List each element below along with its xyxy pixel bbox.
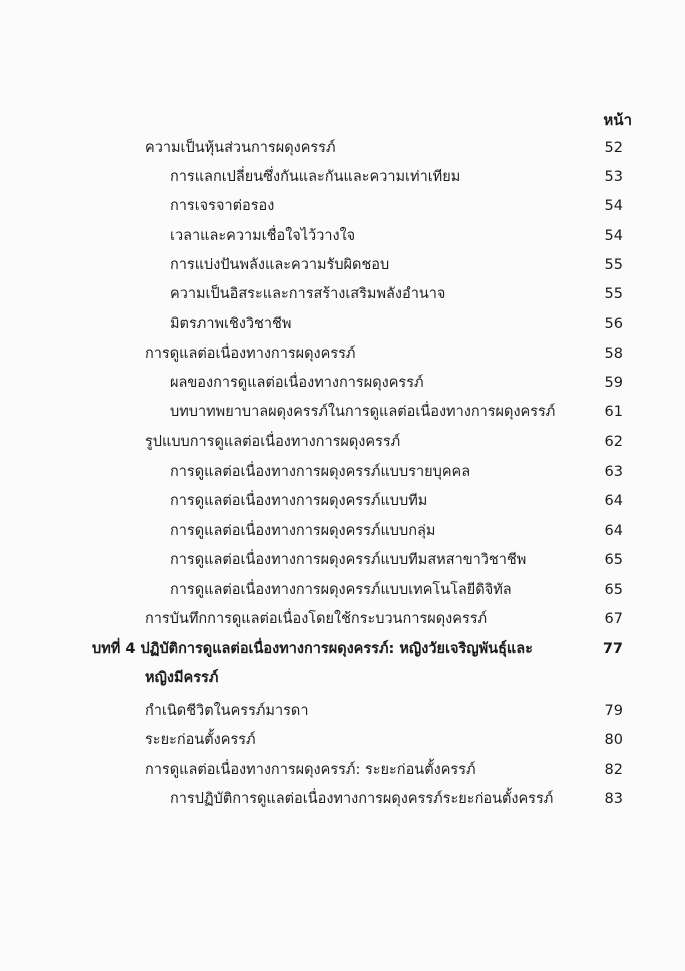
toc-entry-title: การดูแลต่อเนื่องทางการผดุงครรภ์แบบรายบุคคล <box>170 464 471 480</box>
toc-entry-title: การดูแลต่อเนื่องทางการผดุงครรภ์แบบทีมสหสาขาวิชาชีพ <box>170 552 527 568</box>
toc-entry-page: 62 <box>604 434 623 450</box>
toc-entry-title: การบันทึกการดูแลต่อเนื่องโดยใช้กระบวนการผดุงครรภ์ <box>145 611 488 627</box>
toc-entry-page: 79 <box>604 703 623 719</box>
toc-entry <box>0 369 685 397</box>
toc-entry <box>0 251 685 279</box>
toc-entry <box>0 280 685 308</box>
toc-entry-title: เวลาและความเชื่อใจไว้วางใจ <box>170 228 356 244</box>
toc-entry-title: ระยะก่อนตั้งครรภ์ <box>145 732 256 748</box>
toc-entry-page: 83 <box>604 791 623 807</box>
chapter-title-continuation: หญิงมีครรภ์ <box>145 670 219 686</box>
toc-entry-title: การเจรจาต่อรอง <box>170 198 275 214</box>
toc-entry <box>0 192 685 220</box>
toc-entry-page: 54 <box>604 198 623 214</box>
chapter-entry-continuation <box>0 664 685 692</box>
toc-entry-title: การแลกเปลี่ยนซึ่งกันและกันและความเท่าเทียม <box>170 169 461 185</box>
toc-entry-page: 82 <box>604 762 623 778</box>
toc-entry-page: 55 <box>604 257 623 273</box>
toc-entry-page: 64 <box>604 523 623 539</box>
chapter-entry <box>0 635 685 663</box>
toc-entry-page: 52 <box>604 140 623 156</box>
toc-entry-page: 59 <box>604 375 623 391</box>
toc-entry <box>0 340 685 368</box>
toc-entry <box>0 756 685 784</box>
toc-entry-title: บทบาทพยาบาลผดุงครรภ์ในการดูแลต่อเนื่องทางการผดุงครรภ์ <box>170 404 556 420</box>
toc-entry-page: 61 <box>604 404 623 420</box>
toc-entry <box>0 487 685 515</box>
toc-entry-page: 67 <box>604 611 623 627</box>
toc-entry <box>0 605 685 633</box>
toc-entry <box>0 222 685 250</box>
toc-entry-title: ความเป็นอิสระและการสร้างเสริมพลังอำนาจ <box>170 286 446 302</box>
toc-entry-page: 65 <box>604 552 623 568</box>
toc-entry <box>0 163 685 191</box>
toc-entry-page: 56 <box>604 316 623 332</box>
toc-entry-title: การดูแลต่อเนื่องทางการผดุงครรภ์แบบทีม <box>170 493 428 509</box>
toc-entry-title: ความเป็นหุ้นส่วนการผดุงครรภ์ <box>145 140 336 156</box>
chapter-title: บทที่ 4 ปฏิบัติการดูแลต่อเนื่องทางการผดุงครรภ์: หญิงวัยเจริญพันธุ์และ <box>92 641 533 657</box>
chapter-page: 77 <box>602 641 623 657</box>
toc-entry-title: การดูแลต่อเนื่องทางการผดุงครรภ์: ระยะก่อนตั้งครรภ์ <box>145 762 476 778</box>
toc-entry <box>0 576 685 604</box>
toc-entry-title: การแบ่งปันพลังและความรับผิดชอบ <box>170 257 390 273</box>
toc-entry <box>0 785 685 813</box>
toc-entry <box>0 458 685 486</box>
toc-entry-title: กำเนิดชีวิตในครรภ์มารดา <box>145 703 309 719</box>
page-column-header: หน้า <box>603 111 632 129</box>
toc-entry-title: การดูแลต่อเนื่องทางการผดุงครรภ์แบบเทคโนโลยีดิจิทัล <box>170 582 512 598</box>
toc-entry-title: การปฏิบัติการดูแลต่อเนื่องทางการผดุงครรภ์ระยะก่อนตั้งครรภ์ <box>170 791 554 807</box>
toc-entry <box>0 398 685 426</box>
toc-entry <box>0 134 685 162</box>
toc-entry <box>0 428 685 456</box>
toc-entry <box>0 726 685 754</box>
toc-entry <box>0 517 685 545</box>
toc-entry-page: 58 <box>604 346 623 362</box>
toc-entry-title: รูปแบบการดูแลต่อเนื่องทางการผดุงครรภ์ <box>145 434 401 450</box>
toc-entry-title: การดูแลต่อเนื่องทางการผดุงครรภ์แบบกลุ่ม <box>170 523 436 539</box>
toc-entry <box>0 310 685 338</box>
toc-entry-page: 54 <box>604 228 623 244</box>
toc-entry-title: ผลของการดูแลต่อเนื่องทางการผดุงครรภ์ <box>170 375 424 391</box>
toc-entry <box>0 546 685 574</box>
toc-entry-title: มิตรภาพเชิงวิชาชีพ <box>170 316 292 332</box>
toc-entry-page: 53 <box>604 169 623 185</box>
toc-entry-title: การดูแลต่อเนื่องทางการผดุงครรภ์ <box>145 346 356 362</box>
toc-entry-page: 64 <box>604 493 623 509</box>
toc-entry <box>0 697 685 725</box>
toc-entry-page: 65 <box>604 582 623 598</box>
toc-entry-page: 80 <box>604 732 623 748</box>
toc-entry-page: 63 <box>604 464 623 480</box>
toc-entry-page: 55 <box>604 286 623 302</box>
